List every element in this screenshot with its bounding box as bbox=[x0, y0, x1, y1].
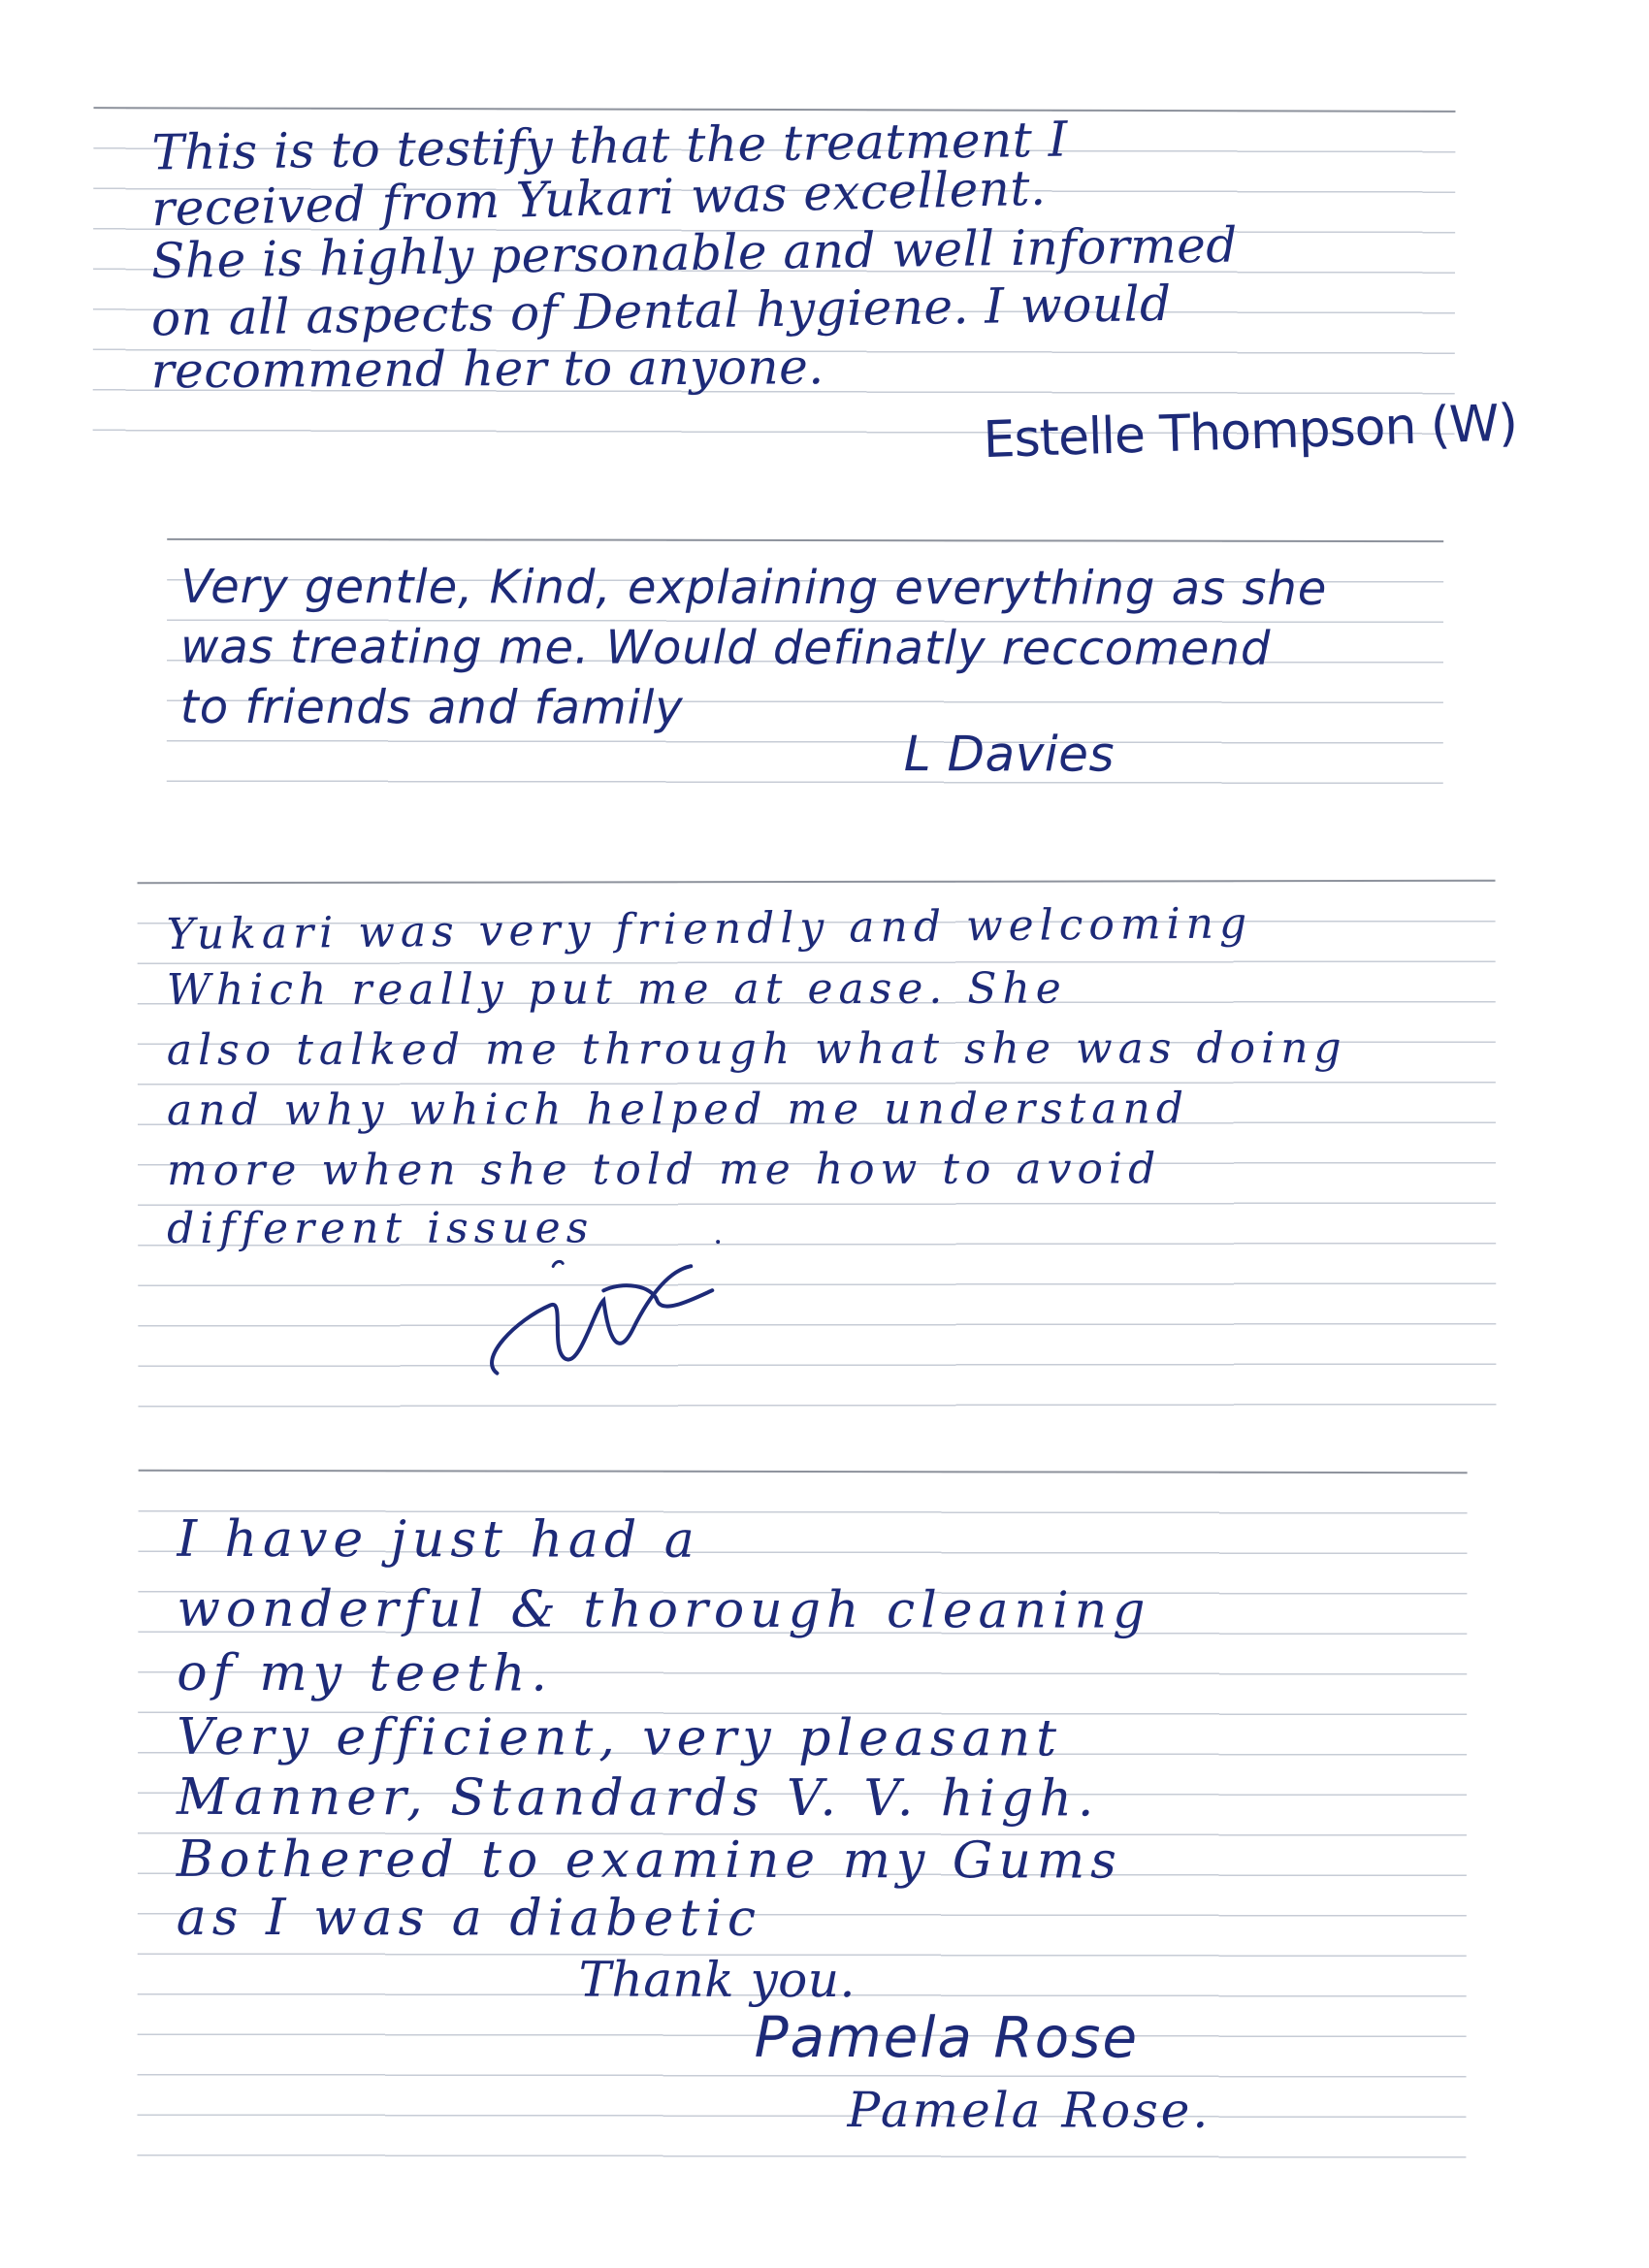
testimonial-text-line: was treating me. Would definatly reccomend bbox=[179, 619, 1272, 676]
testimonial-text-line: This is to testify that the treatment I bbox=[151, 111, 1069, 181]
testimonial-text-line: Very gentle, Kind, explaining everything as she bbox=[180, 559, 1328, 616]
testimonial-text-line: Yukari was very friendly and welcoming bbox=[166, 898, 1253, 960]
testimonial-card-1 bbox=[93, 107, 1518, 471]
testimonial-text-line: Manner, Standards V. V. high. bbox=[176, 1767, 1100, 1829]
testimonial-text-line: Bothered to examine my Gums bbox=[176, 1830, 1122, 1891]
testimonial-text-line: recommend her to anyone. bbox=[150, 339, 824, 400]
testimonial-card-3 bbox=[138, 880, 1497, 1408]
signature: Estelle Thompson (W) bbox=[982, 394, 1518, 470]
testimonial-text-line: also talked me through what she was doing bbox=[166, 1023, 1347, 1076]
printed-name: Pamela Rose. bbox=[847, 2082, 1212, 2139]
testimonial-text-line: of my teeth. bbox=[177, 1643, 553, 1703]
testimonial-text-line: different issues bbox=[167, 1203, 595, 1254]
testimonial-text-line: on all aspects of Dental hygiene. I would bbox=[150, 275, 1172, 347]
testimonial-text-line: wonderful & thorough cleaning bbox=[177, 1579, 1151, 1640]
testimonial-text-line: Very efficient, very pleasant bbox=[177, 1707, 1063, 1768]
testimonial-text-line: received from Yukari was excellent. bbox=[150, 159, 1047, 238]
testimonial-card-4 bbox=[137, 1470, 1467, 2172]
testimonial-text-line: more when she told me how to avoid bbox=[167, 1144, 1162, 1196]
testimonial-text-line: and why which helped me understand bbox=[166, 1084, 1190, 1136]
testimonial-card-2 bbox=[167, 538, 1443, 787]
testimonial-text-line: to friends and family bbox=[179, 679, 684, 735]
testimonial-text-line: I have just had a bbox=[177, 1509, 700, 1570]
signature: L Davies bbox=[903, 726, 1116, 783]
testimonial-text-line: Which really put me at ease. She bbox=[166, 963, 1067, 1016]
testimonial-text-line: as I was a diabetic bbox=[176, 1888, 762, 1948]
closing-line: Thank you. bbox=[578, 1951, 856, 2009]
signature: Pamela Rose bbox=[754, 2003, 1140, 2071]
testimonial-text-line: She is highly personable and well informed bbox=[150, 216, 1239, 290]
signature-scribble bbox=[458, 1213, 749, 1388]
